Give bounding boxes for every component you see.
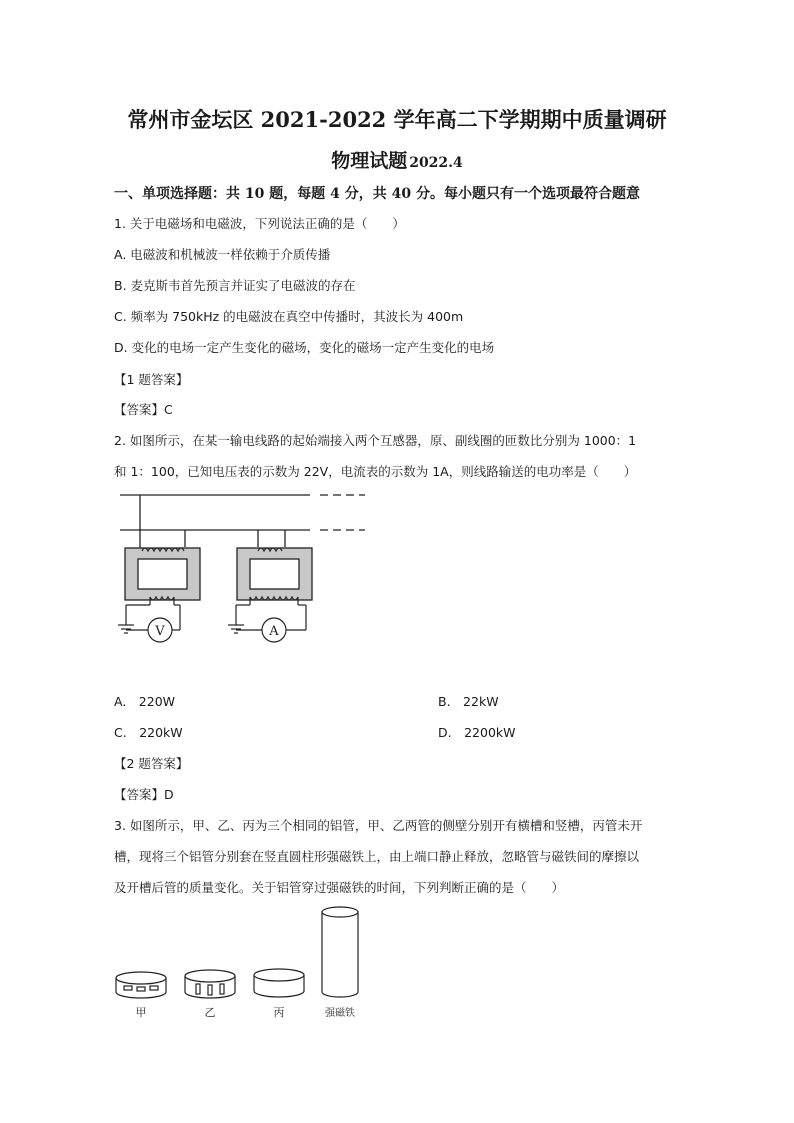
q2-stem-line2: 和 1：100，已知电压表的示数为 22V，电流表的示数为 1A，则线路输送的电功率是（ ）: [114, 464, 637, 479]
q1-option-c: C. 频率为 750kHz 的电磁波在真空中传播时，其波长为 400m: [114, 309, 464, 324]
label-magnet: 强磁铁: [325, 1008, 355, 1019]
q2-answer-header: 【2 题答案】: [114, 756, 189, 771]
exam-subtitle: [0, 146, 794, 173]
ammeter-label: A: [269, 624, 279, 639]
subject-title: 物理试题: [331, 150, 408, 172]
q2-option-b: B. 22kW: [438, 694, 499, 709]
aluminum-tubes-figure: [108, 902, 378, 1027]
section-heading: 一、单项选择题：共 10 题，每题 4 分，共 40 分。每小题只有一个选项最符合题意: [114, 186, 640, 202]
q3-stem-line2: 槽，现将三个铝管分别套在竖直圆柱形强磁铁上，由上端口静止释放，忽略管与磁铁间的摩擦以: [114, 849, 640, 864]
q1-answer-header: 【1 题答案】: [114, 372, 189, 387]
q1-option-a: A. 电磁波和机械波一样依赖于介质传播: [114, 247, 331, 262]
tube-jia: [116, 972, 166, 998]
exam-title: 常州市金坛区 2021-2022 学年高二下学期期中质量调研: [127, 107, 667, 132]
q2-stem-line1: 2. 如图所示，在某一输电线路的起始端接入两个互感器，原、副线圈的匝数比分别为 1000：1: [114, 433, 637, 448]
q3-stem-line1: 3. 如图所示，甲、乙、丙为三个相同的铝管，甲、乙两管的侧壁分别开有横槽和竖槽，丙管未开: [114, 818, 643, 833]
q1-option-b: B. 麦克斯韦首先预言并证实了电磁波的存在: [114, 278, 356, 293]
label-jia: 甲: [135, 1006, 147, 1019]
tube-yi: [185, 970, 235, 998]
q2-option-d: D. 2200kW: [438, 725, 516, 740]
exam-date: 2022.4: [409, 155, 463, 171]
q2-option-a: A. 220W: [114, 694, 176, 709]
q2-option-c: C. 220kW: [114, 725, 183, 740]
transformer-circuit-figure: [110, 485, 380, 660]
q1-option-d: D. 变化的电场一定产生变化的磁场，变化的磁场一定产生变化的电场: [114, 340, 495, 355]
q1-stem: 1. 关于电磁场和电磁波，下列说法正确的是（ ）: [114, 216, 405, 231]
voltmeter-label: V: [155, 624, 165, 639]
label-bing: 丙: [273, 1006, 285, 1019]
q3-stem-line3: 及开槽后管的质量变化。关于铝管穿过强磁铁的时间，下列判断正确的是（ ）: [114, 880, 565, 895]
q2-answer: 【答案】D: [114, 787, 174, 802]
q1-answer: 【答案】C: [114, 402, 173, 417]
strong-magnet: [322, 907, 358, 997]
label-yi: 乙: [204, 1006, 216, 1019]
tube-bing: [254, 969, 304, 997]
